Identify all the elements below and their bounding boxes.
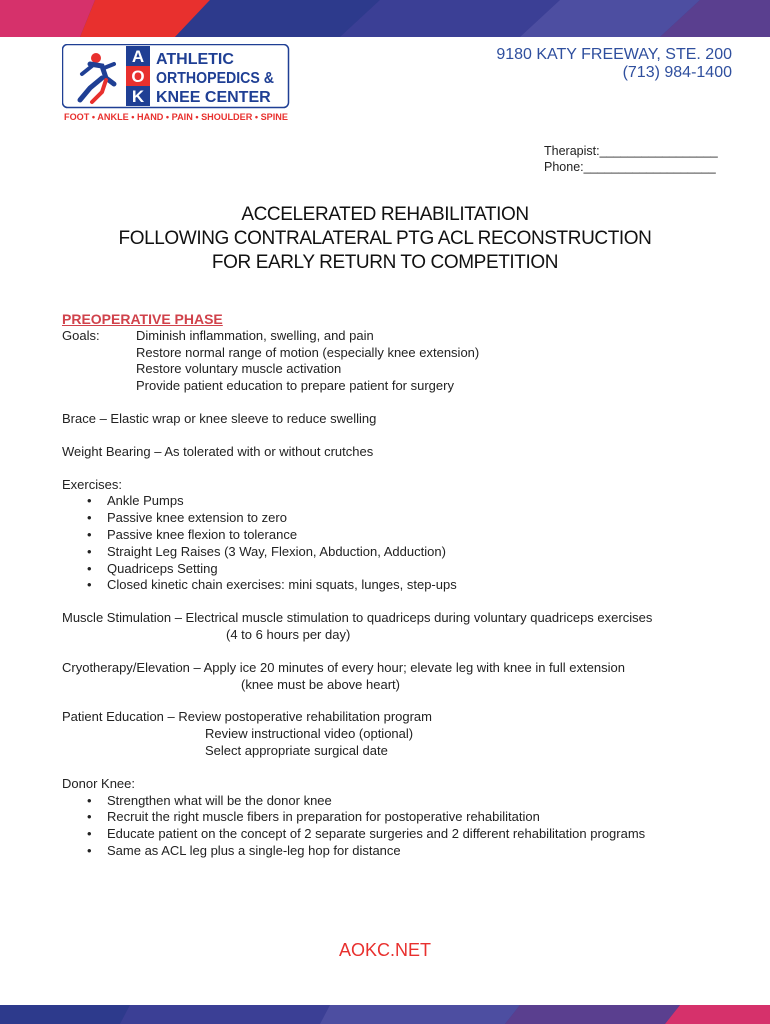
logo-tagline: FOOT • ANKLE • HAND • PAIN • SHOULDER • SPINE xyxy=(64,112,288,122)
exercises-label: Exercises: xyxy=(62,476,122,492)
therapist-block xyxy=(544,143,718,175)
cryotherapy-paragraph xyxy=(62,660,742,694)
goal-item: Restore voluntary muscle activation xyxy=(136,361,342,377)
logo-name-line: KNEE CENTER xyxy=(156,89,271,106)
goal-item: Diminish inflammation, swelling, and pain xyxy=(136,327,374,343)
top-decorative-band xyxy=(0,0,770,37)
list-item: • Passive knee extension to zero xyxy=(107,510,742,527)
list-item: • Recruit the right muscle fibers in preparation for postoperative rehabilitation xyxy=(107,809,742,826)
list-item: • Straight Leg Raises (3 Way, Flexion, Abduction, Adduction) xyxy=(107,544,742,561)
footer-website-link[interactable]: AOKC.NET xyxy=(338,940,431,960)
bottom-decorative-band xyxy=(0,1005,770,1024)
phase-heading: PREOPERATIVE PHASE xyxy=(62,311,223,327)
muscle-stimulation-paragraph xyxy=(62,610,742,644)
goals-list xyxy=(136,328,479,395)
logo-name-line: ORTHOPEDICS & xyxy=(156,70,275,87)
title-line: FOR EARLY RETURN TO COMPETITION xyxy=(211,252,559,273)
weight-bearing-paragraph: Weight Bearing – As tolerated with or without crutches xyxy=(62,443,374,459)
goal-item: Provide patient education to prepare patient for surgery xyxy=(136,378,454,394)
title-line: ACCELERATED REHABILITATION xyxy=(241,204,529,225)
logo-letter: K xyxy=(131,87,145,106)
therapist-field: Therapist:_________________ xyxy=(544,144,718,158)
list-item: • Closed kinetic chain exercises: mini squats, lunges, step-ups xyxy=(107,577,742,594)
logo-letter: A xyxy=(131,47,145,66)
therapist-phone-field: Phone:___________________ xyxy=(544,160,716,174)
clinic-address xyxy=(496,46,732,82)
paragraph-line: Cryotherapy/Elevation – Apply ice 20 minutes of every hour; elevate leg with knee in full extension xyxy=(62,659,625,675)
aok-logo xyxy=(62,44,292,124)
goals-label: Goals: xyxy=(62,327,100,343)
donor-knee-list xyxy=(62,793,742,860)
paragraph-line: Review instructional video (optional) xyxy=(205,726,414,742)
goals-section xyxy=(62,328,742,395)
title-line: FOLLOWING CONTRALATERAL PTG ACL RECONSTRUCTION xyxy=(118,228,652,249)
paragraph-line: (4 to 6 hours per day) xyxy=(226,626,351,642)
list-item: • Same as ACL leg plus a single-leg hop for distance xyxy=(107,843,742,860)
document-title xyxy=(0,203,770,275)
goal-item: Restore normal range of motion (especially knee extension) xyxy=(136,344,480,360)
logo-name-line: ATHLETIC xyxy=(156,51,234,68)
list-item: • Quadriceps Setting xyxy=(107,561,742,578)
patient-education-paragraph xyxy=(62,709,742,759)
document-body xyxy=(62,311,742,860)
brace-paragraph: Brace – Elastic wrap or knee sleeve to reduce swelling xyxy=(62,410,377,426)
list-item: • Passive knee flexion to tolerance xyxy=(107,527,742,544)
list-item: • Educate patient on the concept of 2 separate surgeries and 2 different rehabilitation programs xyxy=(107,826,742,843)
exercises-list xyxy=(62,493,742,594)
address-street: 9180 KATY FREEWAY, STE. 200 xyxy=(496,46,732,63)
paragraph-line: Select appropriate surgical date xyxy=(205,742,388,758)
list-item: • Strengthen what will be the donor knee xyxy=(107,793,742,810)
paragraph-line: Muscle Stimulation – Electrical muscle stimulation to quadriceps during voluntary quadriceps exercises xyxy=(62,610,653,626)
paragraph-line: (knee must be above heart) xyxy=(241,676,400,692)
donor-knee-label: Donor Knee: xyxy=(62,775,135,791)
paragraph-line: Patient Education – Review postoperative rehabilitation program xyxy=(62,709,432,725)
logo-letter: O xyxy=(131,67,145,86)
list-item: • Ankle Pumps xyxy=(107,493,742,510)
address-phone: (713) 984-1400 xyxy=(622,64,732,81)
